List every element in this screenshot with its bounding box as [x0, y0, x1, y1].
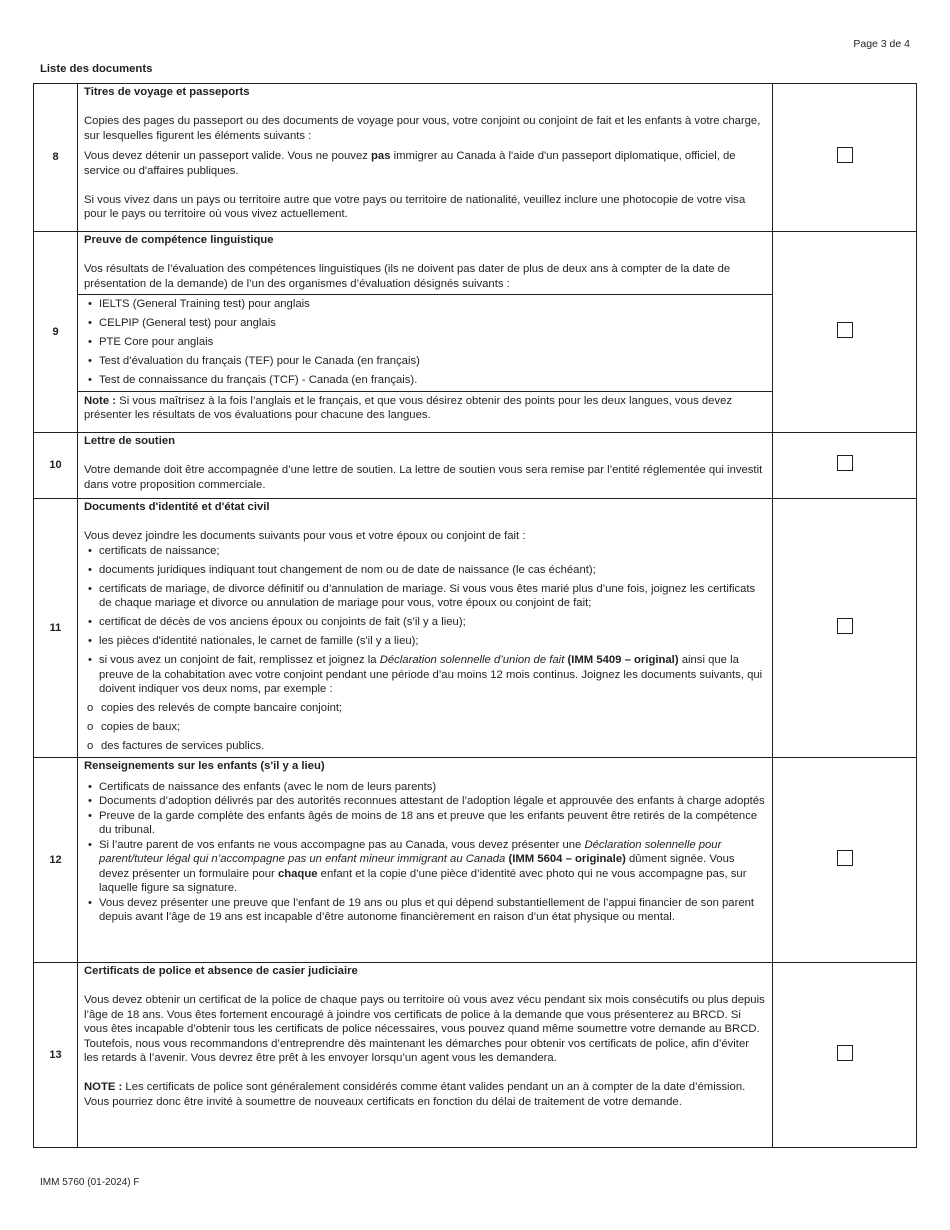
checkbox-row-12[interactable]	[837, 850, 853, 866]
checkbox-row-8[interactable]	[837, 147, 853, 163]
document-list-title: Liste des documents	[40, 63, 153, 75]
row-number: 13	[34, 963, 78, 1148]
note: Note : Si vous maîtrisez à la fois l’anglais et le français, et que vous désirez obtenir des points pour les deux langues, vous devez présenter les résultats de vos évaluations pour chacune des langues.	[84, 394, 733, 421]
row-number: 12	[34, 758, 78, 963]
checkbox-cell	[773, 433, 917, 499]
document-checklist-table	[33, 83, 917, 1148]
paragraph: Vous devez détenir un passeport valide. Vous ne pouvez pas immigrer au Canada à l'aide d'un passeport diplomatique, officiel, de service ou d'affaires publiques.	[84, 150, 736, 177]
sub-list-item: o copies des relevés de compte bancaire conjoint;	[84, 701, 766, 716]
checkbox-cell	[773, 232, 917, 433]
list-item: • Vous devez présenter une preuve que l’enfant de 19 ans ou plus et qui dépend substantiellement de l’appui financier de son parent depuis avant l’âge de 19 ans est incapable d’être autonome financièrement en raison d’un état physique ou mental.	[84, 896, 766, 925]
list-item: • Test d’évaluation du français (TEF) pour le Canada (en français)	[84, 354, 766, 369]
list-item: • les pièces d'identité nationales, le carnet de famille (s'il y a lieu);	[84, 634, 766, 649]
row-number: 10	[34, 433, 78, 499]
list-item: • Test de connaissance du français (TCF) - Canada (en français).	[84, 373, 766, 388]
row-number: 9	[34, 232, 78, 433]
list-item: • documents juridiques indiquant tout changement de nom ou de date de naissance (le cas échéant);	[84, 563, 766, 578]
list-item: • Preuve de la garde complète des enfants âgés de moins de 18 ans et preuve que les enfants peuvent être retirés de la compétence du tribunal.	[84, 809, 766, 838]
row-content	[78, 758, 773, 963]
checkbox-row-10[interactable]	[837, 455, 853, 471]
note: NOTE : Les certificats de police sont généralement considérés comme étant valides pendant un an à compter de la date d’émission. Vous pourriez donc être invité à soumettre de nouveaux certificats en fonction du délai de traitement de votre demande.	[84, 1081, 746, 1108]
list-item: • Documents d’adoption délivrés par des autorités reconnues attestant de l’adoption légale et approuvée des enfants à charge adoptés	[84, 794, 766, 809]
paragraph: Vous devez joindre les documents suivants pour vous et votre époux ou conjoint de fait :	[84, 530, 526, 542]
checklist-row-13	[34, 963, 917, 1148]
list-item: • certificats de naissance;	[84, 544, 766, 559]
paragraph: Vos résultats de l’évaluation des compétences linguistiques (ils ne doivent pas dater de plus de deux ans à compter de la date de présentation de la demande) de l’un des organismes d’évaluation désignés suivants :	[84, 263, 731, 290]
bullet-list	[84, 297, 766, 388]
list-item: • IELTS (General Training test) pour anglais	[84, 297, 766, 312]
list-item: • certificat de décès de vos anciens époux ou conjoints de fait (s’il y a lieu);	[84, 615, 766, 630]
row-content	[78, 84, 773, 232]
list-item: • CELPIP (General test) pour anglais	[84, 316, 766, 331]
checkbox-cell	[773, 84, 917, 232]
checklist-row-10	[34, 433, 917, 499]
paragraph: Vous devez obtenir un certificat de la police de chaque pays ou territoire où vous avez vécu pendant six mois consécutifs ou plus depuis l’âge de 18 ans. Vous êtes fortement encouragé à joindre vos certificats de police à la demande que vous présenterez au BRCD. Si vous êtes incapable d’obtenir tous les certificats de police nécessaires, vous pouvez quand même soumettre votre demande au BRCD. Toutefois, nous vous recommandons d’entreprendre dès maintenant les démarches pour obtenir vos certificats de police, afin d’éviter les retards à l’avenir. Vous devrez être prêt à les envoyer lorsqu’un agent vous les demandera.	[84, 994, 765, 1064]
list-item: • Si l’autre parent de vos enfants ne vous accompagne pas au Canada, vous devez présenter une Déclaration solennelle pour parent/tuteur légal qui n’accompagne pas un enfant mineur immigrant au Canada (IMM 5604 – originale) dûment signée. Vous devez présenter un formulaire pour chaque enfant et la copie d’une pièce d’identité avec photo qui ne vous accompagne pas, sur laquelle figure sa signature.	[84, 838, 766, 896]
bullet-list	[84, 544, 766, 754]
sub-list-item: o copies de baux;	[84, 720, 766, 735]
checkbox-cell	[773, 758, 917, 963]
section-title: Documents d'identité et d'état civil	[84, 501, 270, 513]
row-content	[78, 433, 773, 499]
bullet-list	[84, 780, 766, 925]
sub-list-item: o des factures de services publics.	[84, 739, 766, 754]
list-item: • PTE Core pour anglais	[84, 335, 766, 350]
checkbox-cell	[773, 963, 917, 1148]
page-number: Page 3 de 4	[853, 38, 910, 50]
section-title: Renseignements sur les enfants (s'il y a lieu)	[84, 760, 325, 772]
row-content	[78, 499, 773, 758]
section-title: Lettre de soutien	[84, 435, 176, 447]
checklist-row-8	[34, 84, 917, 232]
checkbox-cell	[773, 499, 917, 758]
section-title: Certificats de police et absence de casier judiciaire	[84, 965, 358, 977]
checklist-row-9	[34, 232, 917, 433]
checkbox-row-9[interactable]	[837, 322, 853, 338]
row-number: 8	[34, 84, 78, 232]
form-identifier: IMM 5760 (01-2024) F	[40, 1177, 140, 1188]
section-title: Preuve de compétence linguistique	[84, 234, 274, 246]
row-number: 11	[34, 499, 78, 758]
checklist-row-12	[34, 758, 917, 963]
list-item: • Certificats de naissance des enfants (avec le nom de leurs parents)	[84, 780, 766, 795]
section-title: Titres de voyage et passeports	[84, 86, 250, 98]
paragraph: Si vous vivez dans un pays ou territoire autre que votre pays ou territoire de nationalité, veuillez inclure une photocopie de votre visa pour le pays ou territoire où vous vivez actuellement.	[84, 193, 746, 220]
checklist-row-11	[34, 499, 917, 758]
row-content	[78, 963, 773, 1148]
checkbox-row-11[interactable]	[837, 618, 853, 634]
paragraph: Copies des pages du passeport ou des documents de voyage pour vous, votre conjoint ou conjoint de fait et les enfants à votre charge, sur lesquelles figurent les éléments suivants :	[84, 115, 761, 142]
list-item: • certificats de mariage, de divorce définitif ou d’annulation de mariage. Si vous vous êtes marié plus d’une fois, joignez les certificats de chaque mariage et divorce ou annulation de mariage pour vous, votre époux ou conjoint de fait;	[84, 582, 766, 611]
paragraph: Votre demande doit être accompagnée d’une lettre de soutien. La lettre de soutien vous sera remise par l’entité réglementée qui investit dans votre proposition commerciale.	[84, 464, 763, 491]
row-content	[78, 232, 773, 433]
checkbox-row-13[interactable]	[837, 1045, 853, 1061]
list-item: • si vous avez un conjoint de fait, remplissez et joignez la Déclaration solennelle d’union de fait (IMM 5409 – original) ainsi que la preuve de la cohabitation avec votre conjoint pendant une période d’au moins 12 mois continus. Joignez les documents suivants, qui doivent indiquer vos deux noms, par exemple :	[84, 653, 766, 697]
